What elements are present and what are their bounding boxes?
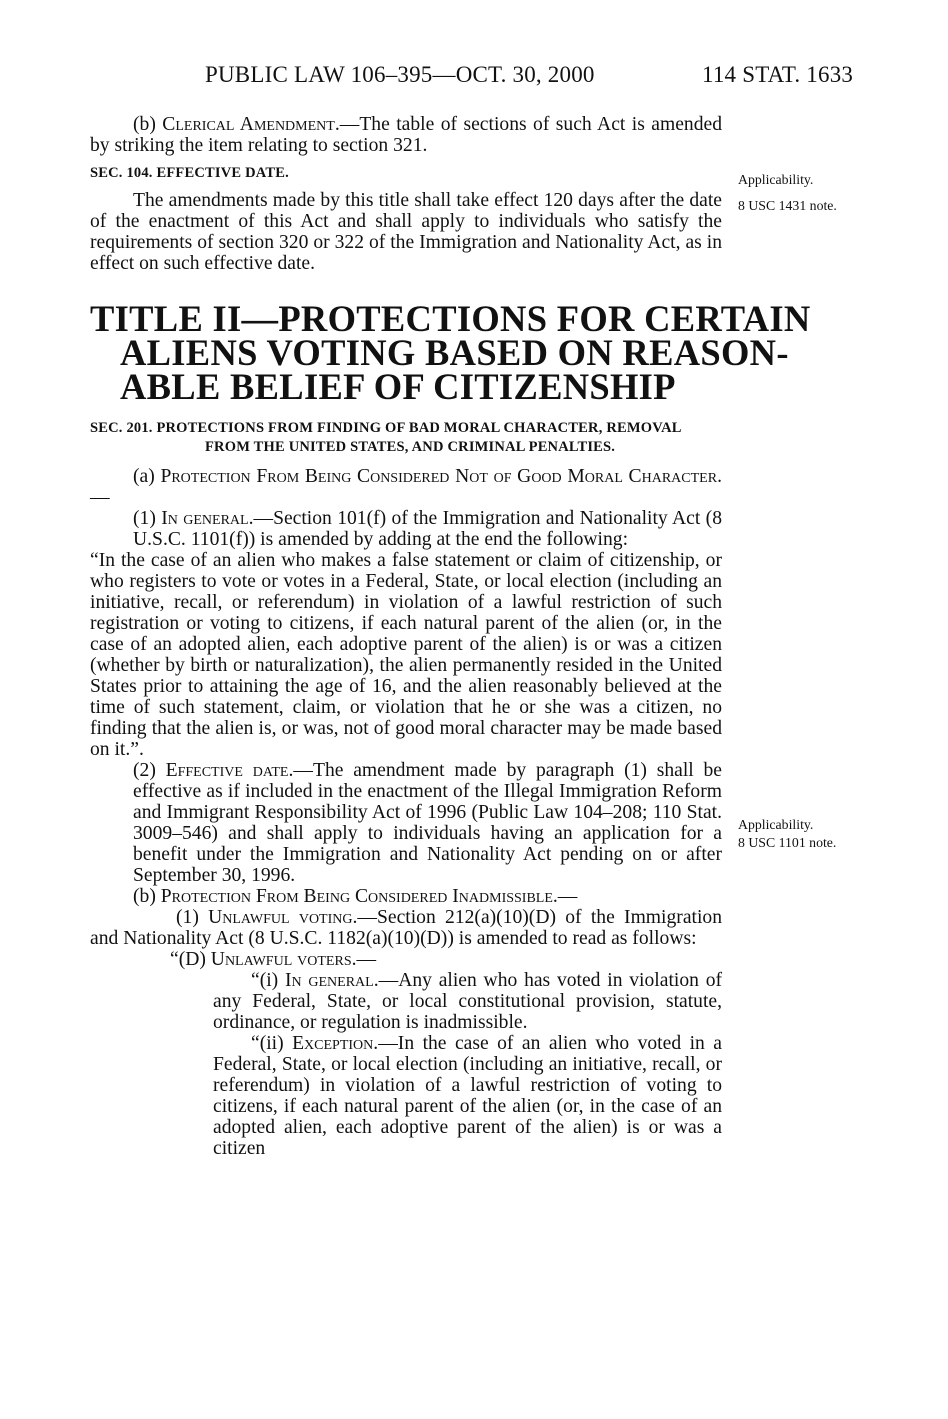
para-lead: “(i) [251,970,285,991]
section-104-text: The amendments made by this title shall take effect 120 days after the date of the enactment of this Act and shall apply to individuals who satisfy the requirements of section 320 or 322 of the Immigration and Nationality Act, as in effect on such effective date. [90,190,722,274]
para-heading: Protection From Being Considered Not of Good Moral Character [160,466,718,487]
para-text: .—Section 212(a)(10)(D) of the Immigration and Nationality Act (8 U.S.C. 1182(a)(10)(D)) is amended to read as follows: [90,907,722,949]
para-heading: Effective date [165,760,289,781]
para-heading: Unlawful voting [208,907,353,928]
paragraph-b1 [90,907,722,949]
clause-i [90,970,722,1033]
margin-note-citation: 8 USC 1101 note. [738,835,837,850]
paragraph-a1 [90,508,722,550]
para-tail: .— [552,886,578,907]
para-text: .—In the case of an alien who voted in a Federal, State, or local election (including an initiative, recall, or referendum) in violation of a lawful restriction of voting to citizens, if each natural parent of the alien (or, in the case of an adopted alien, each adoptive parent of the alien) is or was a citizen [213,1033,722,1159]
quoted-amendment: “In the case of an alien who makes a false statement or claim of citizenship, or who registers to vote or votes in a Federal, State, or local election (including an initiative, recall, or referendum) in violation of a lawful restriction of such registration or voting to citizens, if each natural parent of the alien (or, in the case of an adopted alien, each adoptive parent of the alien) is or was a citizen (whether by birth or naturalization), the alien permanently resided in the United States prior to attaining the age of 16, and the alien reasonably believed at the time of such statement, claim, or violation that he or she was a citizen, no finding that the alien is, or was, not of good moral character may be made based on it.”. [90,550,722,760]
para-heading: In general [284,970,374,991]
margin-note-label: Applicability. [738,817,814,832]
margin-note-applicability-2 [738,816,836,852]
title-line-3: ABLE BELIEF OF CITIZENSHIP [120,366,676,407]
section-103-b [90,114,722,156]
margin-note-label: Applicability. [738,172,814,187]
margin-note-applicability-1 [738,171,837,215]
para-lead: (b) [133,886,161,907]
title-line-1: TITLE II—PROTECTIONS FOR CERTAIN [90,298,811,339]
para-text: .—The table of sections of such Act is amended by striking the item relating to section 321. [90,114,722,156]
running-header-right: 114 STAT. 1633 [702,62,854,87]
para-lead: (1) [176,907,209,928]
section-104 [90,163,722,274]
section-heading: SEC. 104. EFFECTIVE DATE. [90,165,289,181]
para-text: .—Section 101(f) of the Immigration and Nationality Act (8 U.S.C. 1101(f)) is amended by adding at the end the following: [133,508,723,550]
paragraph-a2 [90,760,722,886]
running-header-left: PUBLIC LAW 106–395—OCT. 30, 2000 [205,62,595,87]
subsection-a [90,466,722,508]
para-lead: “(ii) [251,1033,293,1054]
para-lead: “(D) [170,949,211,970]
para-lead: (a) [133,466,161,487]
clerical-amendment-paragraph [90,114,722,156]
para-text: .—The amendment made by paragraph (1) shall be effective as if included in the enactment of the Illegal Immigration Reform and Immigrant Responsibility Act of 1996 (Public Law 104–208; 110 Stat. 3009–546) and shall apply to individuals having an application for a benefit under the Immigration and Nationality Act pending on or after September 30, 1996. [133,760,722,886]
para-heading: Exception [292,1033,374,1054]
clause-ii [90,1033,722,1159]
para-lead: (b) [133,114,163,135]
title-line-2: ALIENS VOTING BASED ON REASON- [120,332,789,373]
para-lead: (1) [133,508,162,529]
para-heading: Clerical Amendment [162,114,335,135]
margin-note-citation: 8 USC 1431 note. [738,198,837,213]
subsection-b [90,886,722,907]
para-tail: .— [90,466,722,508]
para-heading: In general [161,508,249,529]
para-text: .—Any alien who has voted in violation of any Federal, State, or local constitutional provision, statute, ordinance, or regulation is inadmissible. [213,970,723,1033]
section-heading: SEC. 201. PROTECTIONS FROM FINDING OF BAD MORAL CHARACTER, REMOVAL FROM THE UNITED STATES, AND CRIMINAL PENALTIES. [90,420,681,455]
para-lead: (2) [133,760,166,781]
section-201 [90,419,722,1159]
para-heading: Unlawful voters [210,949,352,970]
para-tail: .— [351,949,377,970]
title-ii-heading [90,298,811,407]
subparagraph-d [90,949,722,970]
para-heading: Protection From Being Considered Inadmissible [160,886,553,907]
